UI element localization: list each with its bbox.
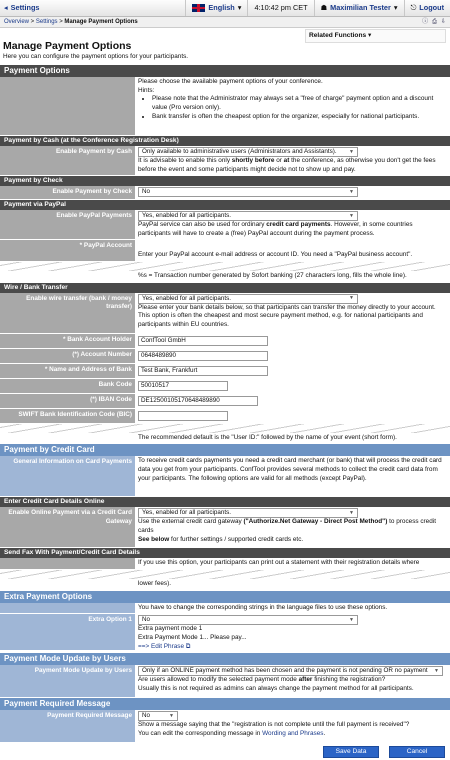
online-cc-see-below: See below for further settings / supported credit cards etc. bbox=[138, 535, 304, 543]
iban-label: (*) IBAN Code bbox=[0, 394, 135, 408]
cash-label: Enable Payment by Cash bbox=[0, 146, 135, 175]
paypal-account-help: Enter your PayPal account e-mail address or account ID. You need a "PayPal business account". bbox=[135, 240, 450, 261]
wording-phrases-link[interactable]: Wording and Phrases bbox=[262, 729, 324, 737]
extra-help: You have to change the corresponding strings in the language files to use these options. bbox=[135, 603, 450, 614]
account-number-label: (*) Account Number bbox=[0, 349, 135, 363]
clock: 4:10:42 pm CET bbox=[247, 0, 313, 16]
wire-select[interactable]: Yes, enabled for all participants. ▼ bbox=[138, 294, 358, 304]
sofort-help: %s = Transaction number generated by Sofort banking (27 characters long, fills the whole line). bbox=[135, 271, 450, 282]
mode-update-label: Payment Mode Update by Users bbox=[0, 665, 135, 697]
chevron-down-icon: ▾ bbox=[393, 3, 398, 13]
payment-required-select[interactable]: No ▼ bbox=[138, 711, 178, 721]
cancel-button[interactable]: Cancel bbox=[389, 746, 445, 758]
cash-select[interactable]: Only available to administrative users (Administrators and Assistants). ▼ bbox=[138, 147, 358, 157]
section-cash: Payment by Cash (at the Conference Registration Desk) bbox=[0, 136, 450, 146]
wire-label: Enable wire transfer (bank / money transfer) bbox=[0, 293, 135, 333]
section-payment-required: Payment Required Message bbox=[0, 698, 450, 710]
bank-holder-label: * Bank Account Holder bbox=[0, 334, 135, 348]
user-menu[interactable]: ☗ Maximilian Tester ▾ bbox=[314, 0, 404, 16]
bank-holder-input[interactable]: ConfTool GmbH bbox=[138, 336, 268, 346]
bic-input[interactable] bbox=[138, 411, 228, 421]
bank-code-input[interactable]: 50010517 bbox=[138, 381, 228, 391]
edit-phrase-link[interactable]: ==> Edit Phrase ⧉ bbox=[138, 642, 191, 650]
cash-help: It is advisable to enable this only shortly before or at the conference, as otherwise you don't get the fees before the event and some participants might decide not to show up and pay. bbox=[138, 157, 436, 173]
breadcrumb-current: Manage Payment Options bbox=[64, 18, 138, 25]
back-arrow-icon: ◂ bbox=[4, 3, 8, 13]
torn-edge bbox=[0, 570, 450, 579]
paypal-help: PayPal service can also be used for ordinary credit card payments. However, in some countries participants will have to create a (free) PayPal account during the payment process. bbox=[138, 220, 413, 237]
check-label: Enable Payment by Check bbox=[0, 186, 135, 199]
cc-general-label: General Information on Card Payments bbox=[0, 456, 135, 496]
section-check: Payment by Check bbox=[0, 176, 450, 186]
bank-name-input[interactable]: Test Bank, Frankfurt bbox=[138, 366, 268, 376]
options-description: Please choose the available payment options of your conference. Hints: • Please note that the Administrator may always set a "free of charge" payment option and a discount value (Pro version only). • Bank transfer is often the cheapest option for the organizer, especially for national participants. bbox=[135, 77, 450, 135]
section-extra: Extra Payment Options bbox=[0, 591, 450, 603]
section-mode-update: Payment Mode Update by Users bbox=[0, 653, 450, 665]
section-fax: Send Fax With Payment/Credit Card Details bbox=[0, 548, 450, 558]
bank-name-label: * Name and Address of Bank bbox=[0, 364, 135, 378]
bic-label: SWIFT Bank Identification Code (BIC) bbox=[0, 409, 135, 423]
intro-text: Here you can configure the payment options for your participants. bbox=[3, 53, 189, 60]
section-payment-options: Payment Options bbox=[0, 65, 450, 77]
options-label bbox=[0, 77, 135, 135]
breadcrumb-settings[interactable]: Settings bbox=[35, 18, 58, 25]
torn-edge bbox=[0, 424, 450, 433]
mode-update-select[interactable]: Only if an ONLINE payment method has been chosen and the payment is not pending OR no payment ▼ bbox=[138, 666, 443, 676]
mode-update-help: Are users allowed to modify the selected payment mode after finishing the registration? bbox=[138, 676, 386, 684]
section-paypal: Payment via PayPal bbox=[0, 200, 450, 210]
related-functions-dropdown[interactable]: Related Functions ▾ bbox=[305, 29, 446, 43]
breadcrumb-overview[interactable]: Overview bbox=[4, 18, 30, 25]
wire-help: Please enter your bank details below, so that participants can transfer the money directly to your account. This option is often the cheapest and most secure payment method, e.g. for national participants and participants within EU countries. bbox=[138, 303, 436, 329]
extra-option-label: Extra Option 1 bbox=[0, 614, 135, 650]
top-bar bbox=[0, 0, 450, 17]
paypal-label: Enable PayPal Payments bbox=[0, 210, 135, 239]
save-button[interactable]: Save Data bbox=[323, 746, 379, 758]
section-wire: Wire / Bank Transfer bbox=[0, 283, 450, 293]
section-online-cc: Enter Credit Card Details Online bbox=[0, 497, 450, 507]
paypal-account-label: * PayPal Account bbox=[0, 240, 135, 261]
bank-code-label: Bank Code bbox=[0, 379, 135, 393]
print-icon[interactable]: ⎙ bbox=[432, 18, 437, 25]
breadcrumb: Overview > Settings > Manage Payment Options ⓘ ⎙ ⇩ bbox=[0, 17, 450, 28]
uk-flag-icon bbox=[192, 4, 205, 12]
check-select[interactable]: No ▼ bbox=[138, 187, 358, 197]
account-number-input[interactable]: 0648489890 bbox=[138, 351, 268, 361]
section-credit-card: Payment by Credit Card bbox=[0, 444, 450, 456]
payment-required-label: Payment Required Message bbox=[0, 710, 135, 742]
torn-edge bbox=[0, 262, 450, 271]
external-link-icon: ⧉ bbox=[185, 642, 191, 650]
paypal-select[interactable]: Yes, enabled for all participants. ▼ bbox=[138, 211, 358, 221]
iban-input[interactable]: DE12500105170648489890 bbox=[138, 396, 258, 406]
online-cc-select[interactable]: Yes, enabled for all participants. ▼ bbox=[138, 508, 358, 518]
settings-link[interactable]: ◂ Settings bbox=[4, 3, 40, 13]
page-title: Manage Payment Options bbox=[3, 40, 132, 52]
language-selector[interactable]: English ▾ bbox=[185, 0, 247, 16]
wire-recommend: The recommended default is the "User ID:" followed by the name of your event (short form). bbox=[135, 433, 450, 444]
user-icon: ☗ bbox=[320, 3, 328, 13]
fax-help-end: lower fees). bbox=[135, 579, 450, 590]
online-cc-help: Use the external credit card gateway ("Authorize.Net Gateway - Direct Post Method") to process credit cards bbox=[138, 518, 436, 535]
help-icon[interactable]: ⓘ bbox=[422, 18, 429, 25]
online-cc-label: Enable Online Payment via a Credit Card Gateway bbox=[0, 507, 135, 547]
fax-help: If you use this option, your participants can print out a statement with their registration details where bbox=[135, 558, 450, 569]
logout-icon: ⎋ bbox=[410, 3, 417, 13]
download-icon[interactable]: ⇩ bbox=[440, 18, 446, 25]
chevron-down-icon: ▾ bbox=[237, 3, 242, 13]
logout-button[interactable]: ⎋ Logout bbox=[404, 0, 450, 16]
cc-general-text: To receive credit cards payments you need a credit card merchant (or bank) that will process the credit card data you get from your participants. ConfTool provides several methods to collect the credit card data from your participants. The following options are valid for all methods (except PayPal). bbox=[135, 456, 450, 496]
chevron-down-icon: ▾ bbox=[368, 32, 372, 39]
extra-option-select[interactable]: No ▼ bbox=[138, 615, 358, 625]
